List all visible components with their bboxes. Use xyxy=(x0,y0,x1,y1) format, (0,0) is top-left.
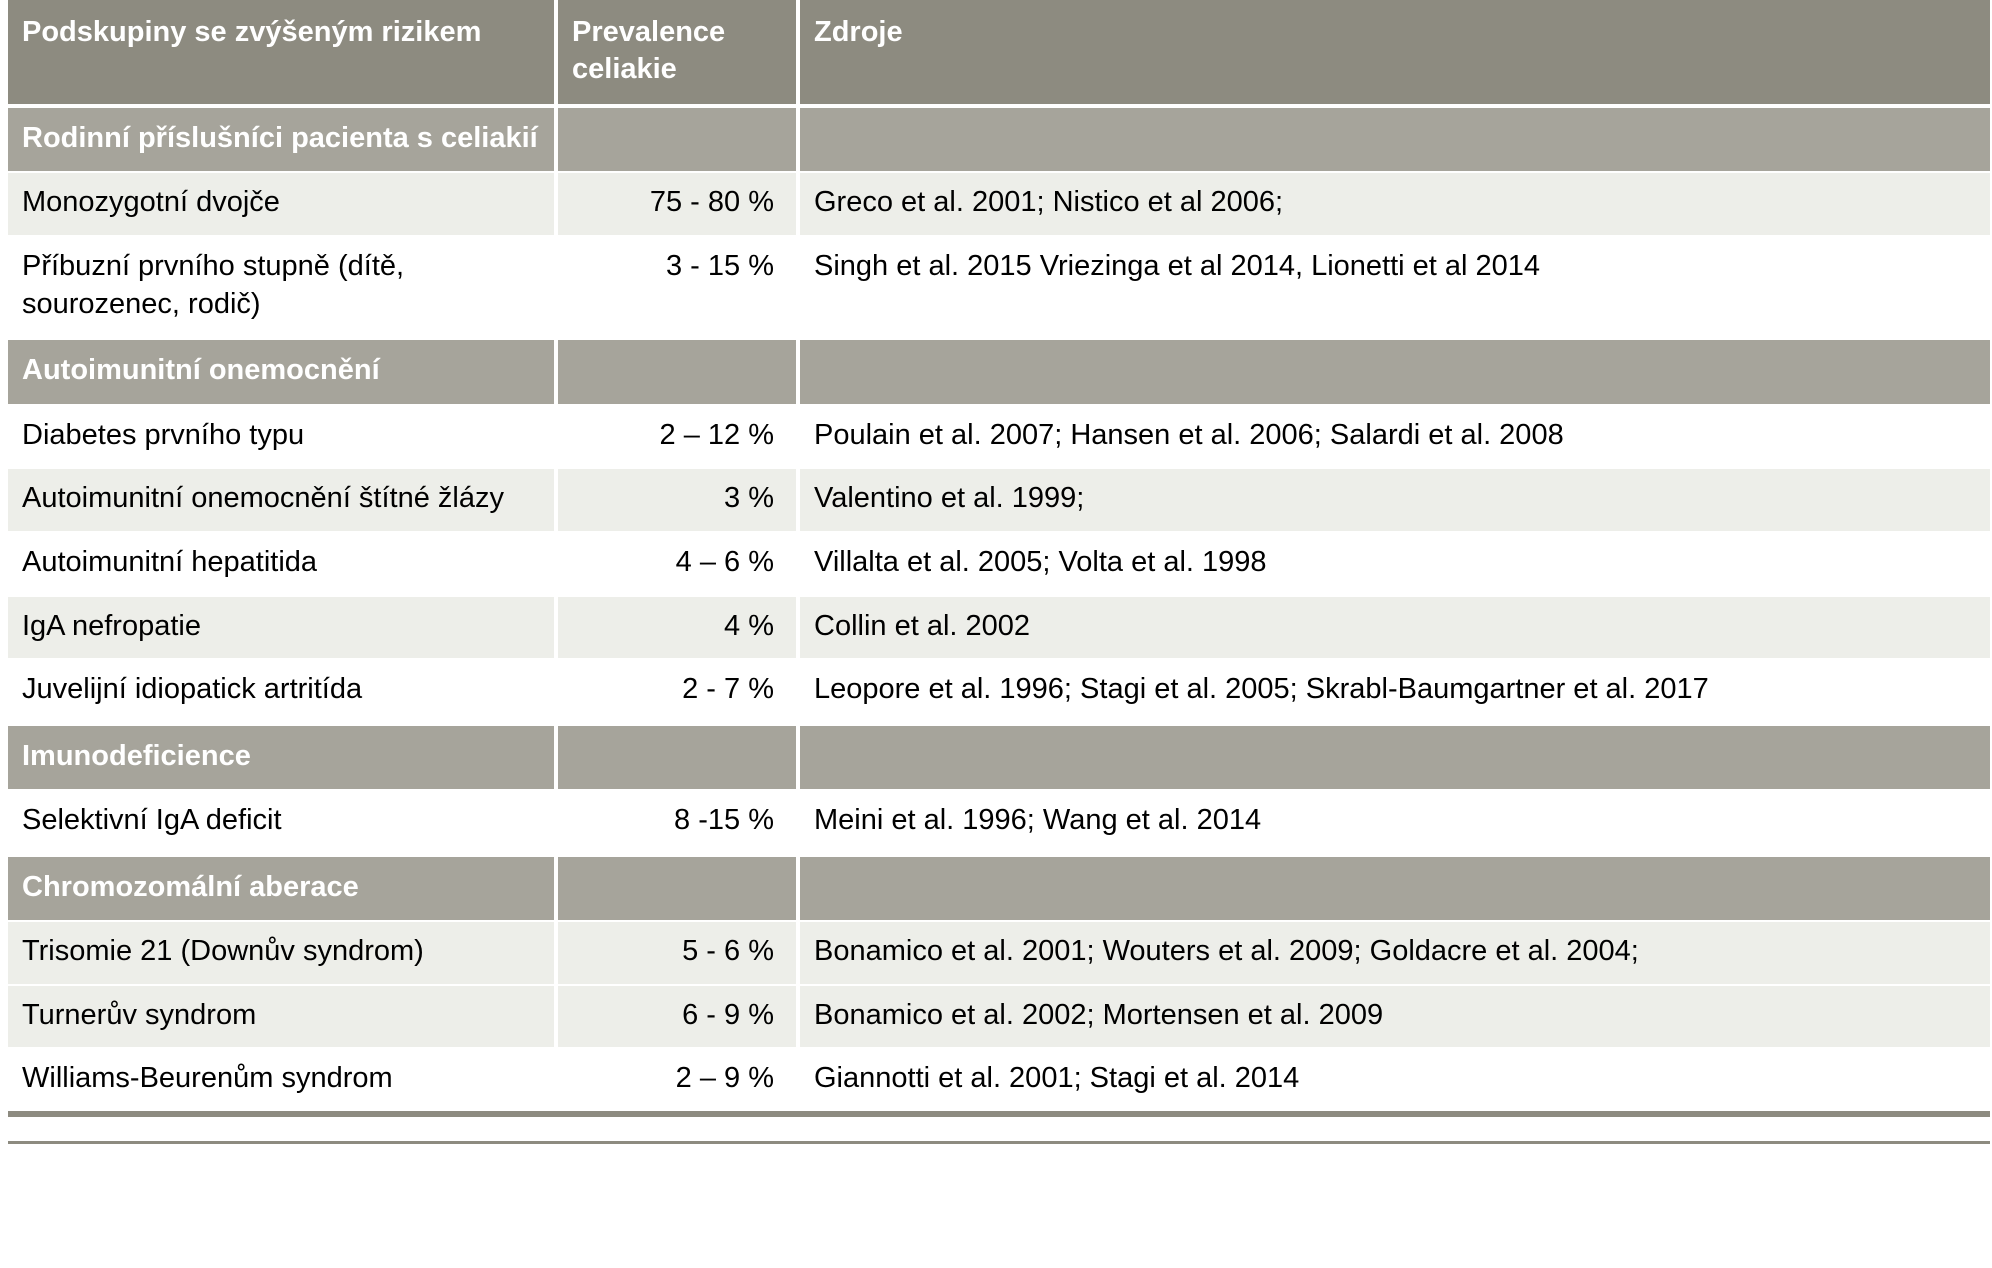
prevalence-value: 6 - 9 % xyxy=(556,985,798,1049)
prevalence-value: 3 % xyxy=(556,468,798,532)
column-header-subgroups: Podskupiny se zvýšeným rizikem xyxy=(8,0,556,106)
table-row xyxy=(8,468,1990,532)
group-label: Autoimunitní onemocnění xyxy=(8,338,556,404)
table-spacer xyxy=(0,1117,1992,1141)
sources-value xyxy=(798,106,1990,172)
prevalence-value xyxy=(556,106,798,172)
subgroup-name: Monozygotní dvojče xyxy=(8,172,556,236)
column-header-sources: Zdroje xyxy=(798,0,1990,106)
sources-value xyxy=(798,855,1990,921)
sources-value: Leopore et al. 1996; Stagi et al. 2005; Skrabl-Baumgartner et al. 2017 xyxy=(798,659,1990,724)
table-header xyxy=(8,0,1990,106)
subgroup-name: IgA nefropatie xyxy=(8,596,556,660)
subgroup-name: Příbuzní prvního stupně (dítě, sourozenec, rodič) xyxy=(8,236,556,338)
group-label: Imunodeficience xyxy=(8,724,556,790)
prevalence-value: 4 – 6 % xyxy=(556,532,798,596)
prevalence-value xyxy=(556,338,798,404)
sources-value xyxy=(798,338,1990,404)
column-header-prevalence: Prevalence celiakie xyxy=(556,0,798,106)
sources-value: Collin et al. 2002 xyxy=(798,596,1990,660)
table-row xyxy=(8,985,1990,1049)
subgroup-name: Diabetes prvního typu xyxy=(8,405,556,469)
sources-value: Greco et al. 2001; Nistico et al 2006; xyxy=(798,172,1990,236)
subgroup-name: Williams-Beurenům syndrom xyxy=(8,1048,556,1111)
table-group-row xyxy=(8,724,1990,790)
table-row xyxy=(8,405,1990,469)
table-row xyxy=(8,790,1990,855)
table-row xyxy=(8,1048,1990,1111)
footer-rule xyxy=(8,1141,1990,1174)
group-label: Rodinní příslušníci pacienta s celiakií xyxy=(8,106,556,172)
table-group-row xyxy=(8,338,1990,404)
table-row xyxy=(8,532,1990,596)
prevalence-value xyxy=(556,855,798,921)
table-row xyxy=(8,921,1990,985)
prevalence-value: 3 - 15 % xyxy=(556,236,798,338)
sources-value: Bonamico et al. 2001; Wouters et al. 2009; Goldacre et al. 2004; xyxy=(798,921,1990,985)
sources-value: Villalta et al. 2005; Volta et al. 1998 xyxy=(798,532,1990,596)
prevalence-value: 4 % xyxy=(556,596,798,660)
prevalence-value: 2 – 12 % xyxy=(556,405,798,469)
prevalence-value: 2 – 9 % xyxy=(556,1048,798,1111)
sources-value xyxy=(798,724,1990,790)
subgroup-name: Trisomie 21 (Downův syndrom) xyxy=(8,921,556,985)
sources-value: Giannotti et al. 2001; Stagi et al. 2014 xyxy=(798,1048,1990,1111)
prevalence-value: 8 -15 % xyxy=(556,790,798,855)
prevalence-value: 75 - 80 % xyxy=(556,172,798,236)
subgroup-name: Autoimunitní onemocnění štítné žlázy xyxy=(8,468,556,532)
table-group-row xyxy=(8,106,1990,172)
subgroup-name: Juvelijní idiopatick artritída xyxy=(8,659,556,724)
prevalence-value xyxy=(556,724,798,790)
sources-value: Valentino et al. 1999; xyxy=(798,468,1990,532)
prevalence-value: 2 - 7 % xyxy=(556,659,798,724)
group-label: Chromozomální aberace xyxy=(8,855,556,921)
sources-value: Singh et al. 2015 Vriezinga et al 2014, Lionetti et al 2014 xyxy=(798,236,1990,338)
table-row xyxy=(8,236,1990,338)
sources-value: Poulain et al. 2007; Hansen et al. 2006; Salardi et al. 2008 xyxy=(798,405,1990,469)
table-body xyxy=(8,106,1990,1111)
sources-value: Meini et al. 1996; Wang et al. 2014 xyxy=(798,790,1990,855)
subgroup-name: Turnerův syndrom xyxy=(8,985,556,1049)
table-row xyxy=(8,596,1990,660)
table-group-row xyxy=(8,855,1990,921)
prevalence-value: 5 - 6 % xyxy=(556,921,798,985)
sources-value: Bonamico et al. 2002; Mortensen et al. 2009 xyxy=(798,985,1990,1049)
subgroup-name: Selektivní IgA deficit xyxy=(8,790,556,855)
risk-groups-table xyxy=(8,0,1990,1111)
table-row xyxy=(8,659,1990,724)
subgroup-name: Autoimunitní hepatitida xyxy=(8,532,556,596)
table-row xyxy=(8,172,1990,236)
table-header-row xyxy=(8,0,1990,106)
